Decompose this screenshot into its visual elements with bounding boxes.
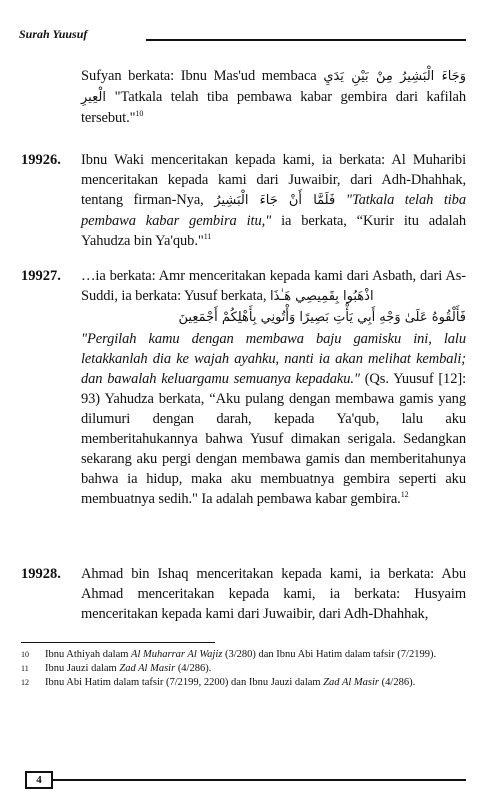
footnote-ref: 11 [203, 232, 212, 242]
footer-rule [53, 779, 466, 781]
intro-text-before: Sufyan berkata: Ibnu Mas'ud membaca [81, 68, 317, 84]
hadith-entry [21, 150, 466, 251]
footnote [21, 662, 466, 675]
intro-text-after: "Tatkala telah tiba pembawa kabar gembira dari kafilah tersebut." [81, 89, 466, 126]
footnote-number: 12 [21, 678, 29, 687]
entry-text: Ibnu Waki menceritakan kepada kami, ia berkata: Al Muharibi menceritakan kepada kami dari Juwaibir, dari Adh-Dhahhak, tentang firman-Nya, [81, 152, 466, 208]
entry-number: 19928. [21, 566, 61, 582]
entry-arabic: فَلَمَّا أَنْ جَاءَ الْبَشِيرُ [214, 193, 336, 208]
footnote-ref: 10 [135, 109, 144, 119]
footnote-text: (3/280) dan Ibnu Abi Hatim dalam tafsir (7/2199). [224, 649, 437, 660]
entry-italic-translation: "Pergilah kamu dengan membawa baju gamisku ini, lalu letakkanlah dia ke wajah ayahku, nanti ia akan melihat kembali; dan bawalah keluargamu semuanya kepadaku." [81, 331, 466, 387]
intro-arabic: وَجَاءَ الْبَشِيرُ مِنْ بَيْنِ يَدَيِ الْعِيرِ [81, 69, 466, 105]
entry-italic-translation: "Tatkala telah tiba pembawa kabar gembira itu," [81, 192, 466, 229]
footnote-text: Ibnu Abi Hatim dalam tafsir (7/2199, 2200) dan Ibnu Jauzi dalam [45, 677, 321, 688]
footnote-book-title: Al Muharrar Al Wajiz [131, 649, 223, 660]
hadith-entry [21, 266, 466, 509]
entry-number: 19927. [21, 268, 61, 284]
footnote-text: Ibnu Athiyah dalam [45, 649, 129, 660]
running-header-title: Surah Yuusuf [19, 27, 88, 41]
entry-arabic-verse: فَأَلْقُوهُ عَلَىٰ وَجْهِ أَبِي يَأْتِ بَصِيرًا وَأْتُونِي بِأَهْلِكُمْ أَجْمَعِينَ [178, 310, 466, 325]
footnote-number: 10 [21, 650, 29, 659]
page-number: 4 [25, 771, 53, 789]
entry-text: Yahudza berkata, “Aku pulang dengan membawa gamis yang dilumuri dengan darah, kepada Ya'qub, lalu aku memberitahukannya bahwa Yusuf dimakan serigala. Sedangkan sekarang aku pergi dengan membawa gamis dan memberitahunya bahwa ia hidup, maka aku membuatnya gembira seperti aku membuatnya sedih." Ia adalah pembawa kabar gembira. [81, 391, 466, 507]
entry-text: …ia berkata: Amr menceritakan kepada kami dari Asbath, dari As-Suddi, ia berkata: Yusuf berkata, [81, 268, 466, 304]
footnote-separator [21, 642, 215, 643]
footnote-book-title: Zad Al Masir [119, 663, 176, 674]
entry-number: 19926. [21, 152, 61, 168]
footnote-text: (4/286). [381, 677, 416, 688]
header-rule [146, 39, 466, 41]
verse-reference: (Qs. Yuusuf [12]: 93) [81, 371, 467, 407]
footnotes [21, 648, 466, 690]
footnote-number: 11 [21, 664, 29, 673]
entry-text: ia berkata, “Kurir itu adalah Yahudza bin Ya'qub." [81, 213, 467, 249]
footnote-book-title: Zad Al Masir [323, 677, 380, 688]
footnote-ref: 12 [400, 490, 409, 500]
hadith-entry [21, 564, 466, 624]
footnote-text: Ibnu Jauzi dalam [45, 663, 117, 674]
footnote-text: (4/286). [177, 663, 212, 674]
intro-paragraph [21, 66, 466, 128]
entry-text: Ahmad bin Ishaq menceritakan kepada kami, ia berkata: Abu Ahmad menceritakan kepada kami, ia berkata: Husyaim menceritakan kepada kami dari Juwaibir, dari Adh-Dhahhak, [81, 566, 466, 622]
entry-arabic: اذْهَبُوا بِقَمِيصِي هَـٰذَا [269, 289, 374, 304]
footnote [21, 648, 466, 661]
footnote [21, 676, 466, 689]
